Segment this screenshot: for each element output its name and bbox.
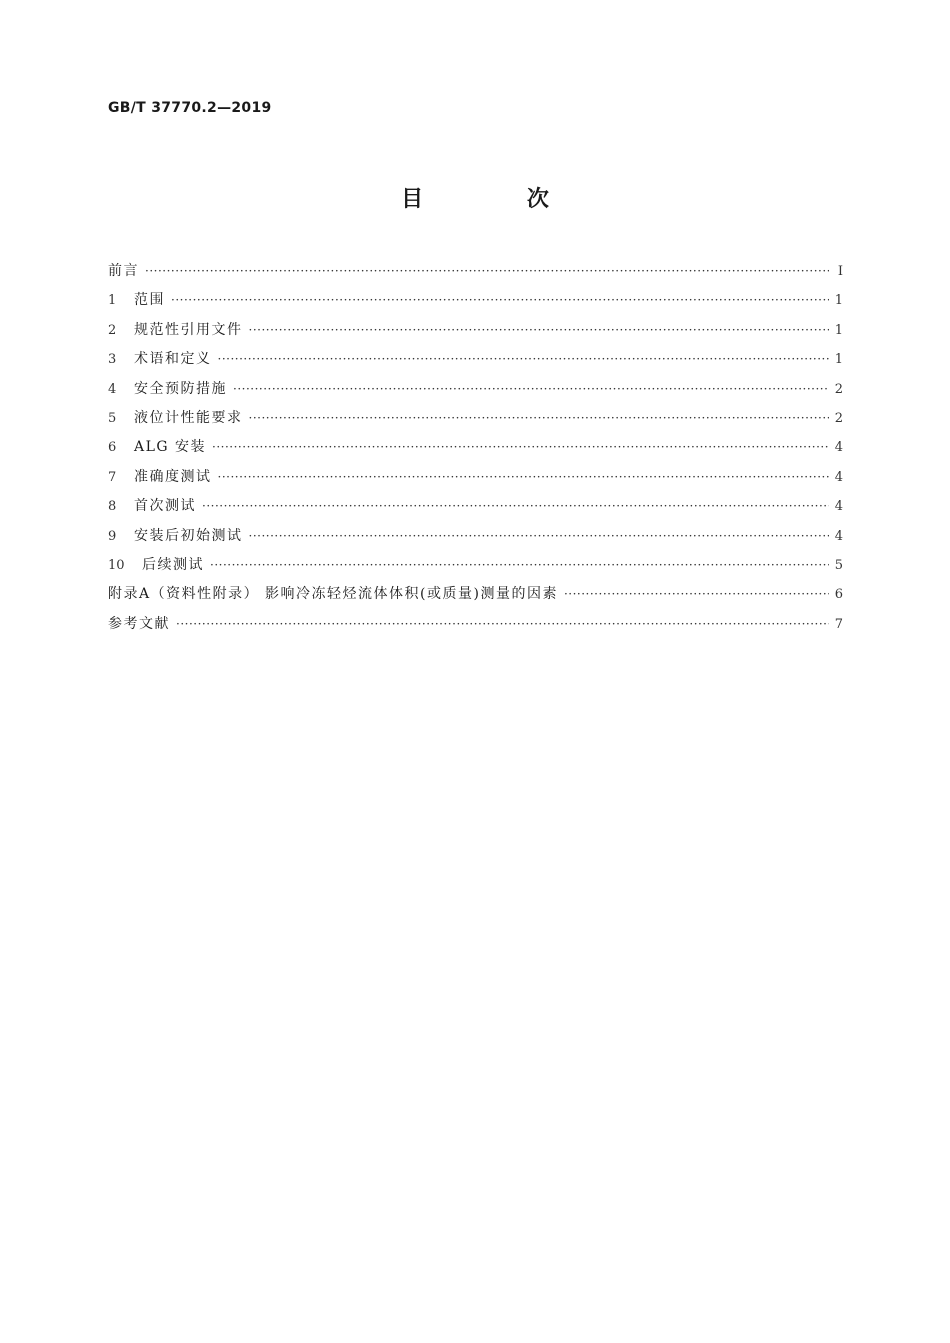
toc-entry-number: 2 xyxy=(108,322,117,338)
toc-entry-3[interactable] xyxy=(108,345,843,374)
toc-entry-number: 6 xyxy=(108,440,117,456)
toc-entry-4[interactable] xyxy=(108,375,843,404)
dot-leader xyxy=(249,522,829,551)
standard-number: GB/T 37770.2—2019 xyxy=(108,100,272,116)
toc-entry-label: ALG 安装 xyxy=(134,439,207,456)
toc-entry-2[interactable] xyxy=(108,316,843,345)
page-title: 目 次 xyxy=(401,187,597,212)
toc-entry-page: 6 xyxy=(834,587,843,603)
toc-entry-annex-a[interactable] xyxy=(108,580,843,609)
toc-entry-label: 准确度测试 xyxy=(134,468,212,485)
toc-entry-label: 前言 xyxy=(108,263,139,279)
toc-entry-number: 4 xyxy=(108,381,117,397)
toc-entry-page: Ⅰ xyxy=(837,264,843,279)
toc-entry-label: 规范性引用文件 xyxy=(134,321,243,338)
dot-leader xyxy=(210,551,829,580)
dot-leader xyxy=(176,610,829,639)
toc-entry-label: 范围 xyxy=(134,292,165,309)
toc-entry-page: 2 xyxy=(834,410,843,426)
toc-entry-1[interactable] xyxy=(108,286,843,315)
toc-entry-page: 1 xyxy=(834,352,843,368)
toc-entry-number: 8 xyxy=(108,499,117,515)
dot-leader xyxy=(249,404,829,433)
toc-entry-5[interactable] xyxy=(108,404,843,433)
toc-entry-10[interactable] xyxy=(108,551,843,580)
toc-entry-label: 首次测试 xyxy=(134,498,196,515)
toc-entry-number: 5 xyxy=(108,410,117,426)
dot-leader xyxy=(218,345,829,374)
toc-entry-label: 附录A（资料性附录） 影响冷冻轻烃流体体积(或质量)测量的因素 xyxy=(108,586,558,603)
toc-entry-page: 4 xyxy=(834,528,843,544)
toc-entry-page: 5 xyxy=(834,557,843,573)
toc-entry-number: 1 xyxy=(108,293,117,309)
dot-leader xyxy=(218,463,829,492)
toc-entry-number: 9 xyxy=(108,528,117,544)
toc-entry-label: 安全预防措施 xyxy=(134,380,227,397)
toc-entry-9[interactable] xyxy=(108,522,843,551)
dot-leader xyxy=(171,286,829,315)
dot-leader xyxy=(202,492,829,521)
toc-entry-bibliography[interactable] xyxy=(108,610,843,639)
toc-entry-page: 4 xyxy=(834,469,843,485)
toc-entry-page: 4 xyxy=(834,440,843,456)
toc-entry-label: 液位计性能要求 xyxy=(134,409,243,426)
toc-entry-number: 7 xyxy=(108,469,117,485)
toc-entry-number: 10 xyxy=(108,557,125,573)
toc-entry-preface[interactable] xyxy=(108,257,843,286)
toc-entry-page: 2 xyxy=(834,381,843,397)
toc-entry-7[interactable] xyxy=(108,463,843,492)
toc-entry-label: 术语和定义 xyxy=(134,351,212,368)
toc-entry-page: 4 xyxy=(834,499,843,515)
toc-entry-8[interactable] xyxy=(108,492,843,521)
toc-entry-page: 7 xyxy=(834,616,843,632)
toc-entry-label: 参考文献 xyxy=(108,615,170,632)
toc-entry-label: 安装后初始测试 xyxy=(134,527,243,544)
dot-leader xyxy=(233,375,829,404)
toc-entry-page: 1 xyxy=(834,293,843,309)
toc-entry-number: 3 xyxy=(108,352,117,368)
toc-entry-6[interactable] xyxy=(108,433,843,462)
toc-entry-label: 后续测试 xyxy=(142,556,204,573)
dot-leader xyxy=(564,580,829,609)
toc-entry-page: 1 xyxy=(834,322,843,338)
dot-leader xyxy=(212,433,829,462)
dot-leader xyxy=(249,316,829,345)
dot-leader xyxy=(145,257,829,286)
table-of-contents xyxy=(108,257,843,639)
